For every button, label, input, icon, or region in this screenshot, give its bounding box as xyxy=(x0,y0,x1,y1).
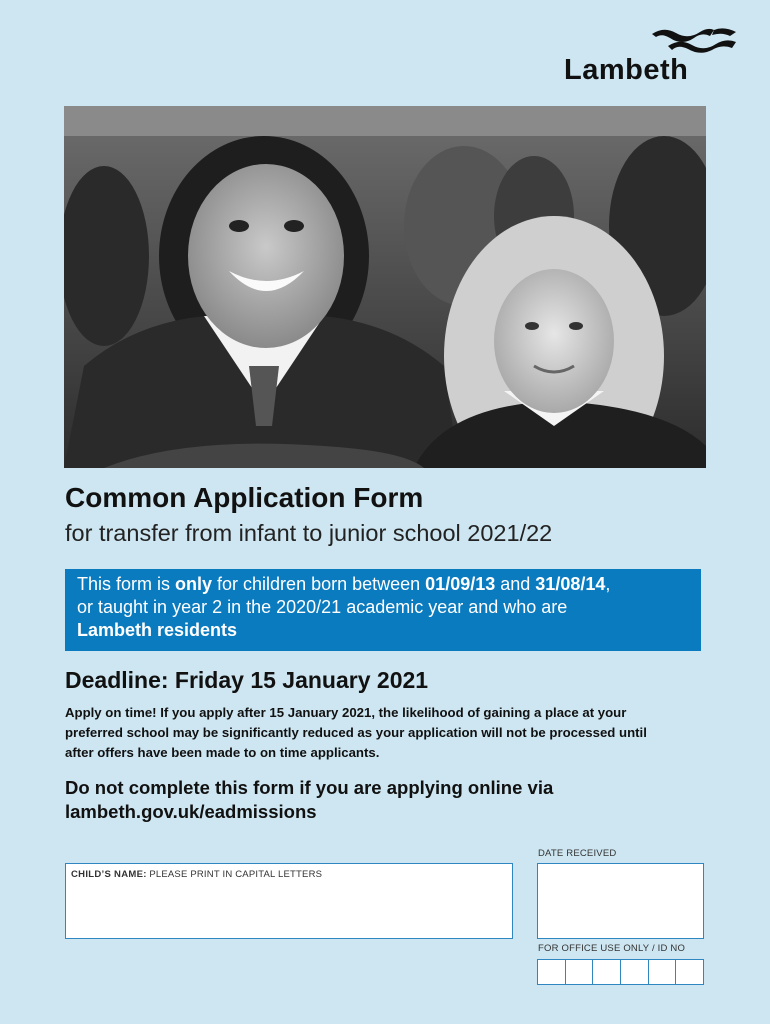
childs-name-hint: PLEASE PRINT IN CAPITAL LETTERS xyxy=(149,869,323,880)
id-digit-box[interactable] xyxy=(593,960,621,984)
id-digit-box[interactable] xyxy=(649,960,677,984)
deadline-heading: Deadline: Friday 15 January 2021 xyxy=(65,667,429,693)
id-number-field[interactable] xyxy=(537,959,704,985)
date-received-field[interactable] xyxy=(537,863,704,939)
office-use-label: FOR OFFICE USE ONLY / ID NO xyxy=(538,943,686,954)
form-title: Common Application Form xyxy=(65,482,424,513)
notice-date-to: 31/08/14 xyxy=(535,574,606,594)
lambeth-logo xyxy=(562,24,742,88)
id-digit-box[interactable] xyxy=(676,960,703,984)
header-photo xyxy=(64,106,706,468)
notice-comma: , xyxy=(605,574,611,594)
date-received-label: DATE RECEIVED xyxy=(538,848,617,859)
notice-text-3: or taught in year 2 in the 2020/21 academic year and who are xyxy=(77,597,568,617)
notice-date-from: 01/09/13 xyxy=(425,574,496,594)
lambeth-wave-icon xyxy=(650,24,738,54)
online-application-notice: Do not complete this form if you are applying online via lambeth.gov.uk/eadmissions xyxy=(65,777,554,822)
id-digit-box[interactable] xyxy=(621,960,649,984)
id-digit-box[interactable] xyxy=(566,960,594,984)
brand-name: Lambeth xyxy=(564,54,689,86)
eligibility-notice xyxy=(65,569,701,651)
notice-text-1: This form is xyxy=(77,574,176,594)
deadline-text: Apply on time! If you apply after 15 January 2021, the likelihood of gaining a place at your preferred school may be significantly reduced as your application will not be processed until after offers have been made to on time applicants. xyxy=(65,705,647,760)
notice-only: only xyxy=(175,574,213,594)
photo-two-smiling-schoolgirls-icon xyxy=(64,106,706,468)
notice-and: and xyxy=(495,574,536,594)
form-subtitle: for transfer from infant to junior school 2021/22 xyxy=(65,520,553,546)
notice-text-2: for children born between xyxy=(212,574,426,594)
notice-residents: Lambeth residents xyxy=(77,620,238,640)
childs-name-field[interactable] xyxy=(65,863,513,939)
id-digit-box[interactable] xyxy=(538,960,566,984)
childs-name-label: CHILD’S NAME: xyxy=(71,869,147,880)
